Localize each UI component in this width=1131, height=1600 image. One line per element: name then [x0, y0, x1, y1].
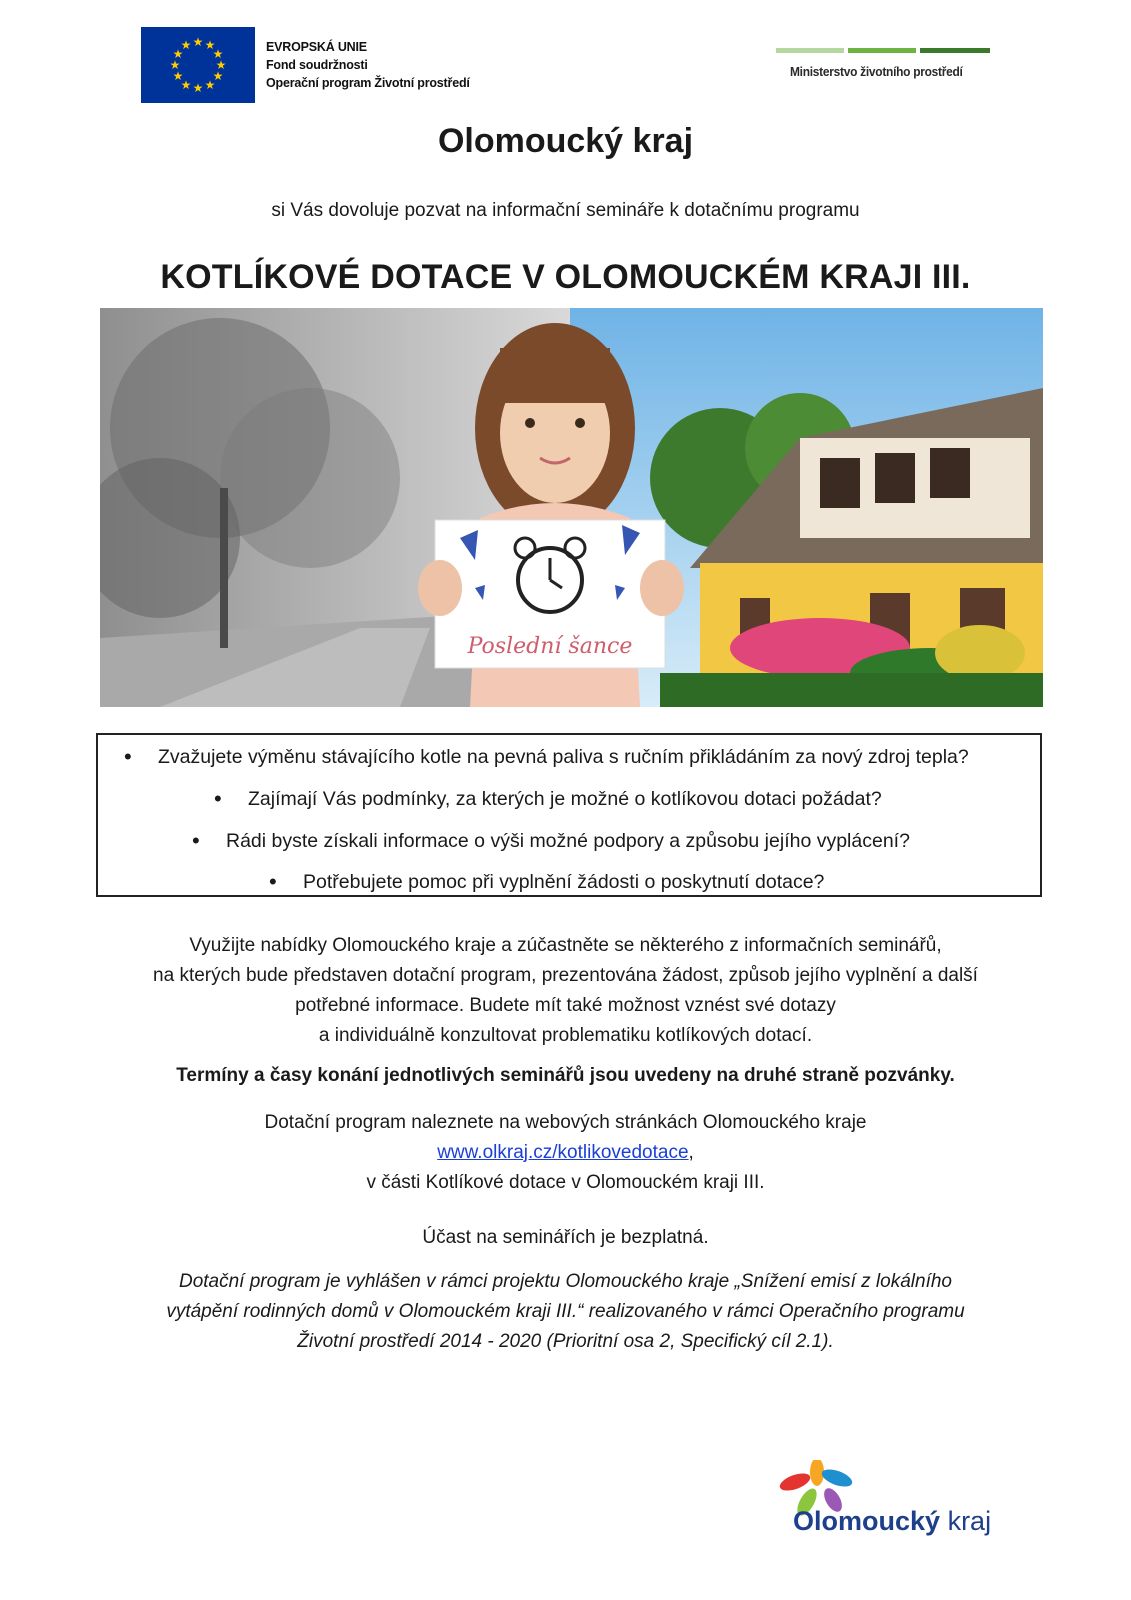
body-line: potřebné informace. Budete mít také možnost vznést své dotazy	[295, 995, 836, 1016]
eu-line: Fond soudržnosti	[266, 58, 368, 72]
questions-box	[96, 733, 1042, 897]
eu-flag-logo	[141, 27, 255, 103]
link-comma: ,	[688, 1142, 694, 1163]
hero-illustration	[100, 308, 1043, 707]
eu-line: Operační program Životní prostředí	[266, 76, 470, 90]
svg-text:★: ★	[180, 38, 192, 52]
italic-line: vytápění rodinných domů v Olomouckém kraji III.“ realizovaného v rámci Operačního programu	[166, 1301, 965, 1322]
italic-line: Dotační program je vyhlášen v rámci projektu Olomouckého kraje „Snížení emisí z lokálního	[178, 1271, 952, 1292]
body-line: na kterých bude představen dotační program, prezentována žádost, způsob jejího vyplnění a další	[153, 965, 978, 986]
svg-text:★: ★	[215, 58, 227, 72]
question-item: • Potřebujete pomoc při vyplnění žádosti o poskytnutí dotace?	[303, 871, 824, 894]
ministry-line-light	[776, 48, 844, 53]
free-note: Účast na seminářích je bezplatná.	[422, 1227, 709, 1248]
logo-suffix: kraj	[947, 1506, 992, 1536]
svg-text:★: ★	[172, 69, 184, 83]
web-link-line	[0, 1138, 1131, 1168]
question-item: • Zvažujete výměnu stávajícího kotle na pevná paliva s ručním přikládáním za nový zdroj tepla?	[158, 746, 969, 769]
logo-name: Olomoucký	[793, 1506, 941, 1536]
ministry-line-dark	[920, 48, 990, 53]
ministry-line-mid	[848, 48, 916, 53]
card-text: Poslední šance	[467, 634, 633, 659]
project-note	[0, 1267, 1131, 1357]
web-paragraph	[0, 1108, 1131, 1198]
body-line: a individuálně konzultovat problematiku kotlíkových dotací.	[318, 1025, 813, 1046]
question-item: • Zajímají Vás podmínky, za kterých je možné o kotlíkovou dotaci požádat?	[248, 788, 882, 811]
svg-text:★: ★	[212, 47, 224, 61]
svg-text:★: ★	[180, 78, 192, 92]
svg-text:★: ★	[172, 47, 184, 61]
body-line: Využijte nabídky Olomouckého kraje a zúčastněte se některého z informačních seminářů,	[189, 935, 942, 956]
web-line: Dotační program naleznete na webových stránkách Olomouckého kraje	[264, 1112, 867, 1133]
svg-text:★: ★	[169, 58, 181, 72]
svg-text:★: ★	[212, 69, 224, 83]
ministry-logo-text: Ministerstvo životního prostředí	[790, 64, 963, 79]
svg-text:★: ★	[204, 38, 216, 52]
page-title: Olomoucký kraj	[437, 122, 694, 160]
question-item: • Rádi byste získali informace o výši možné podpory a způsobu jejího vyplácení?	[226, 830, 910, 853]
dates-note: Termíny a časy konání jednotlivých seminářů jsou uvedeny na druhé straně pozvánky.	[176, 1065, 955, 1086]
eu-text	[266, 38, 470, 92]
svg-text:★: ★	[192, 81, 204, 95]
body-paragraph	[0, 931, 1131, 1051]
ministry-logo-lines	[776, 48, 990, 53]
italic-line: Životní prostředí 2014 - 2020 (Prioritní osa 2, Specifický cíl 2.1).	[297, 1331, 834, 1352]
eu-stars-icon	[141, 27, 255, 103]
svg-text:★: ★	[204, 78, 216, 92]
invite-text: si Vás dovoluje pozvat na informační semináře k dotačnímu programu	[271, 200, 860, 221]
eu-line: EVROPSKÁ UNIE	[266, 40, 367, 54]
program-link[interactable]: www.olkraj.cz/kotlikovedotace	[437, 1142, 689, 1163]
hero-image	[100, 308, 1043, 707]
program-title: KOTLÍKOVÉ DOTACE V OLOMOUCKÉM KRAJI III.	[160, 258, 971, 296]
svg-text:★: ★	[192, 35, 204, 49]
olomoucky-kraj-logo	[755, 1460, 1015, 1540]
web-line: v části Kotlíkové dotace v Olomouckém kraji III.	[366, 1172, 765, 1193]
